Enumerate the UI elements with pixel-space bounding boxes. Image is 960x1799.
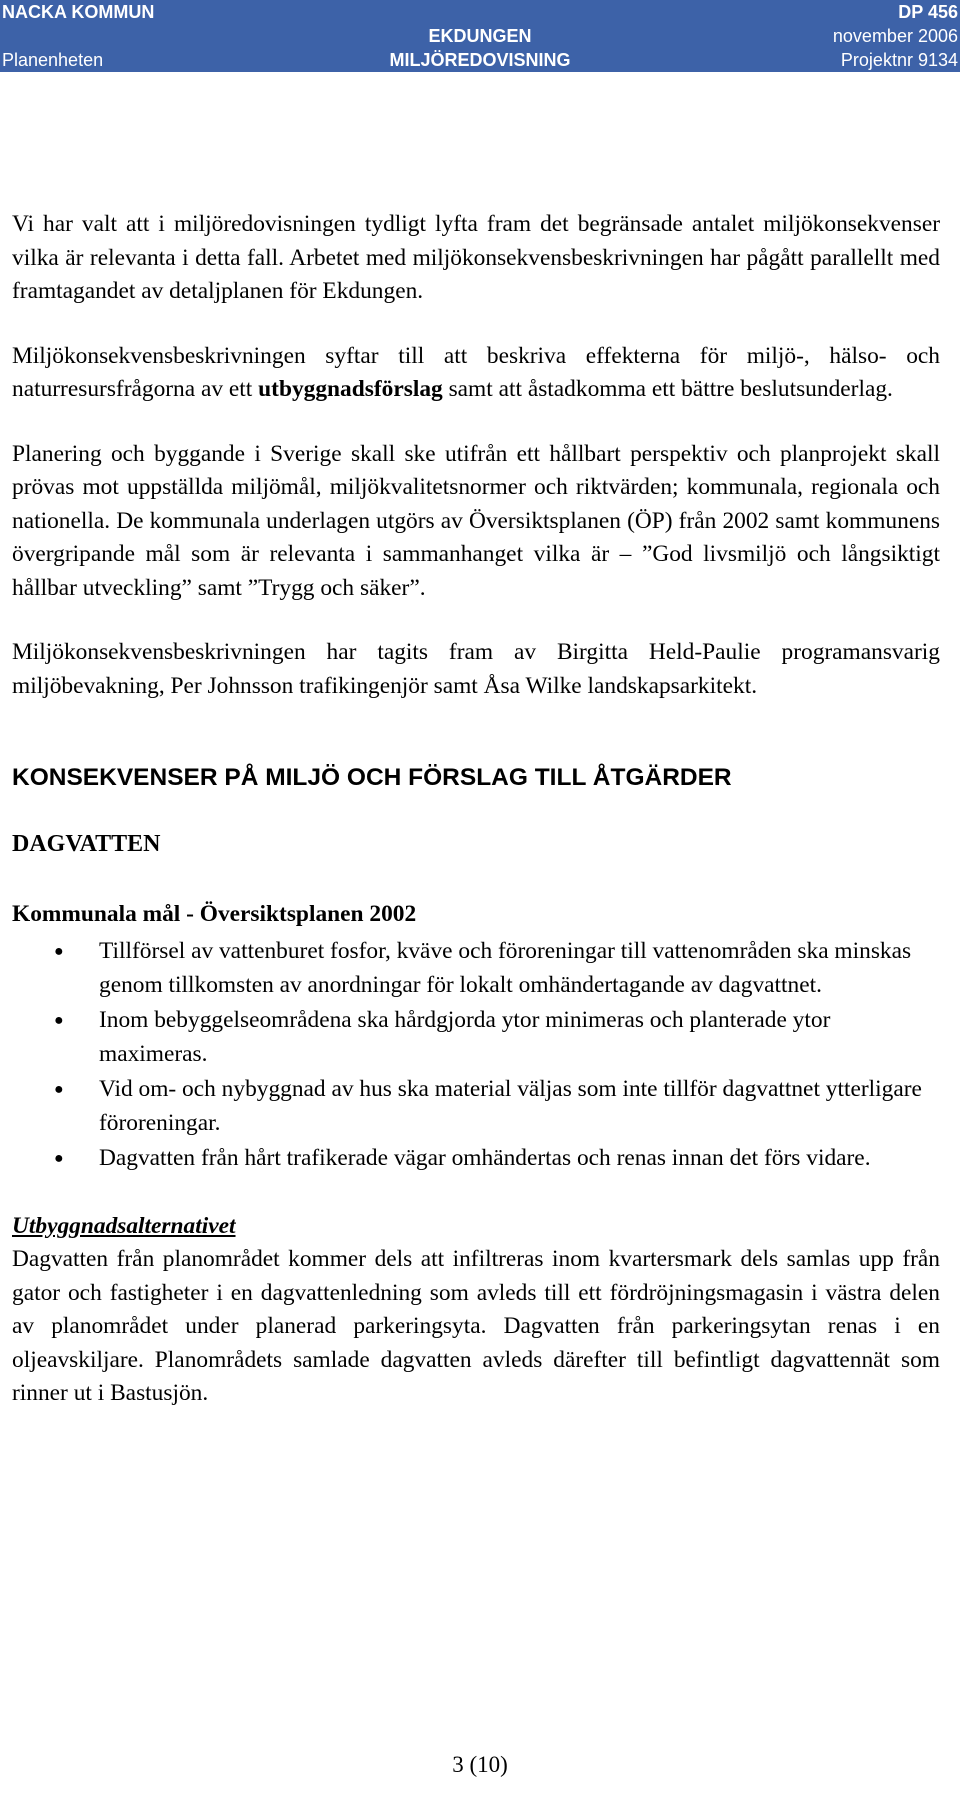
list-item-text: Inom bebyggelseområdena ska hårdgjorda ytor minimeras och planterade ytor maximeras.: [99, 1007, 831, 1067]
list-item: [12, 1142, 940, 1176]
intro-paragraph-3: Planering och byggande i Sverige skall ske utifrån ett hållbart perspektiv och planprojekt skall prövas mot uppställda miljömål, miljökvalitetsnormer och riktvärden; kommunala, regionala och nationella. De kommunala underlagen utgörs av Översiktsplanen (ÖP) från 2002 samt kommunens övergripande mål som är relevanta i sammanhanget vilka är – ”God livsmiljö och långsiktigt hållbar utveckling” samt ”Trygg och säker”.: [12, 440, 940, 601]
section-subtitle: DAGVATTEN: [12, 831, 161, 857]
document-body: [12, 208, 940, 1411]
list-item-text: Dagvatten från hårt trafikerade vägar omhändertas och renas innan det förs vidare.: [99, 1145, 871, 1171]
intro-paragraph-1: Vi har valt att i miljöredovisningen tydligt lyfta fram det begränsade antalet miljökonsekvenser vilka är relevanta i detta fall. Arbetet med miljökonsekvensbeskrivningen har pågått parallellt med framtagandet av detaljplanen för Ekdungen.: [12, 211, 940, 304]
list-item: [12, 1004, 940, 1071]
header-divider: [0, 72, 960, 74]
intro-paragraph-2: [12, 340, 940, 407]
department-name: Planenheten: [2, 50, 104, 70]
project-number: Projektnr 9134: [840, 50, 958, 70]
intro-paragraph-2-start: Miljökonsekvensbeskrivningen syftar till att beskriva effekterna för miljö-, hälso- och naturresursfrågorna av ett: [12, 342, 940, 402]
bullet-icon: ●: [54, 1012, 64, 1029]
document-header: [0, 0, 960, 72]
header-row-2: [0, 24, 960, 48]
list-item: [12, 1073, 940, 1140]
alternative-heading: Utbyggnadsalternativet: [12, 1212, 236, 1239]
header-row-1: [0, 0, 960, 24]
intro-paragraph-2-emphasis: utbyggnadsförslag: [258, 376, 443, 402]
goals-list: [12, 935, 940, 1176]
page-number: 3 (10): [452, 1752, 508, 1777]
municipality-name: NACKA KOMMUN: [2, 2, 155, 22]
bullet-icon: ●: [54, 1081, 64, 1098]
plan-number: DP 456: [898, 2, 958, 22]
list-item-text: Tillförsel av vattenburet fosfor, kväve och föroreningar till vattenområden ska minskas genom tillkomsten av anordningar för lokalt omhändertagande av dagvattnet.: [99, 938, 912, 998]
document-type: MILJÖREDOVISNING: [389, 50, 571, 70]
section-title: KONSEKVENSER PÅ MILJÖ OCH FÖRSLAG TILL ÅTGÄRDER: [12, 764, 732, 791]
bullet-icon: ●: [54, 1150, 64, 1167]
intro-paragraph-2-end: samt att åstadkomma ett bättre beslutsunderlag.: [442, 376, 893, 402]
header-row-3: [0, 48, 960, 72]
intro-paragraph-4: Miljökonsekvensbeskrivningen har tagits fram av Birgitta Held-Paulie programansvarig miljöbevakning, Per Johnsson trafikingenjör samt Åsa Wilke landskapsarkitekt.: [12, 639, 940, 699]
project-name: EKDUNGEN: [428, 26, 532, 46]
alternative-paragraph: Dagvatten från planområdet kommer dels att infiltreras inom kvartersmark dels samlas upp från gator och fastigheter i en dagvattenledning som avleds till ett fördröjningsmagasin i västra delen av planområdet under planerad parkeringsyta. Dagvatten från parkeringsytan renas i en oljeavskiljare. Planområdets samlade dagvatten avleds därefter till befintligt dagvattennät som rinner ut i Bastusjön.: [12, 1246, 940, 1406]
list-item: [12, 935, 940, 1002]
document-date: november 2006: [832, 26, 958, 46]
list-item-text: Vid om- och nybyggnad av hus ska material väljas som inte tillför dagvattnet ytterligare föroreningar.: [99, 1076, 922, 1136]
goals-heading: Kommunala mål - Översiktsplanen 2002: [12, 901, 417, 927]
bullet-icon: ●: [54, 943, 64, 960]
